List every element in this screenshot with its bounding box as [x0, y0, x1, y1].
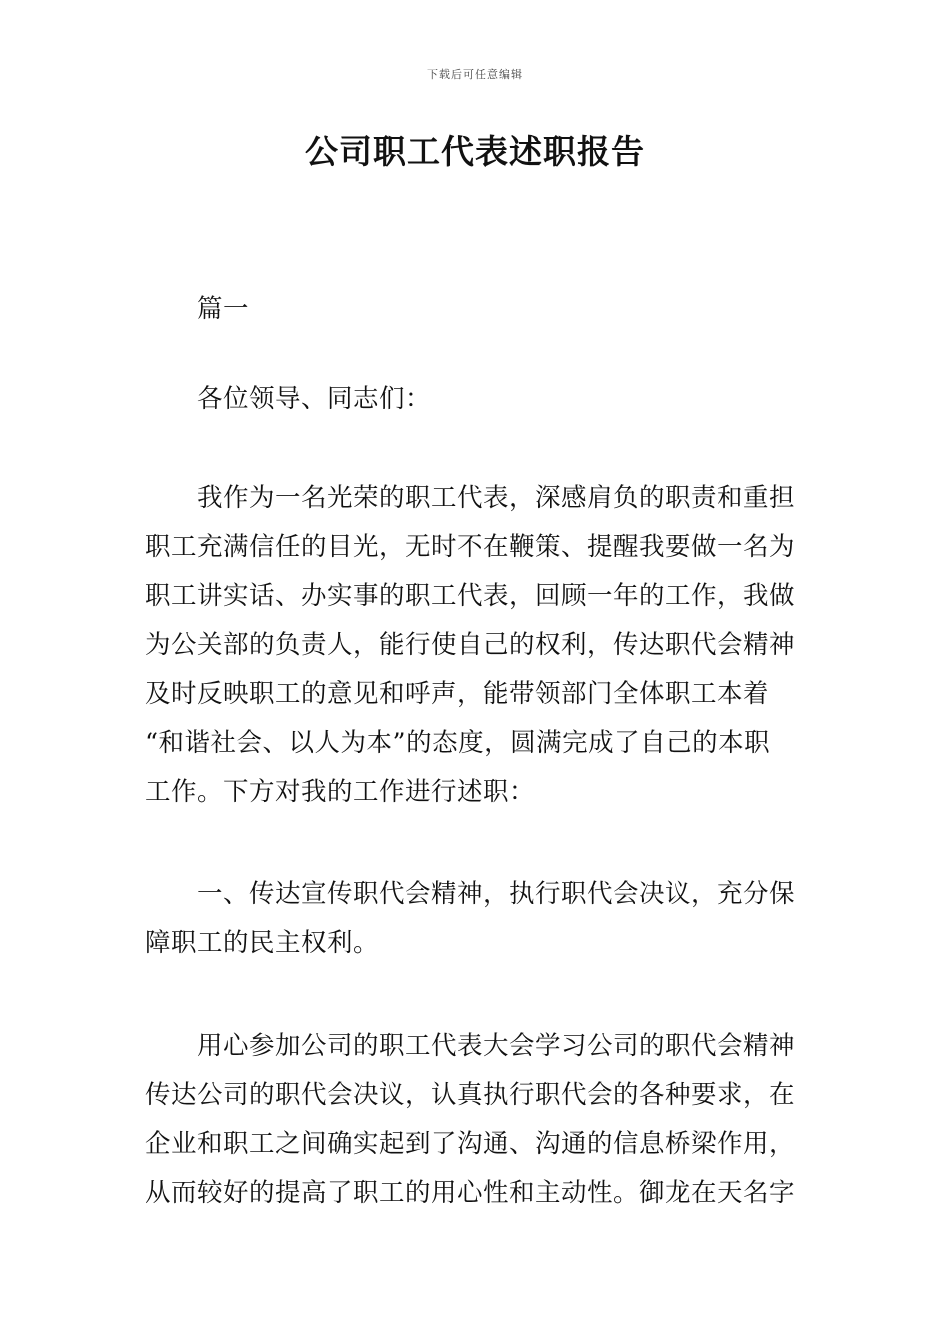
paragraph-line: 职工充满信任的目光，无时不在鞭策、提醒我要做一名为 — [145, 532, 796, 562]
section-label-block — [145, 285, 810, 334]
document-title: 公司职工代表述职报告 — [305, 132, 645, 171]
paragraph-line: 企业和职工之间确实起到了沟通、沟通的信息桥梁作用， — [145, 1129, 796, 1159]
salutation: 各位领导、同志们： — [197, 384, 432, 414]
paragraph-line: 工作。下方对我的工作进行述职： — [145, 777, 536, 807]
section-heading-1 — [145, 870, 810, 968]
paragraph-body — [145, 1022, 810, 1218]
salutation-block — [145, 375, 810, 424]
paragraph-line: 职工讲实话、办实事的职工代表，回顾一年的工作，我做 — [145, 581, 796, 611]
paragraph-line: 从而较好的提高了职工的用心性和主动性。御龙在天名字 — [145, 1178, 796, 1208]
paragraph-intro — [145, 474, 810, 817]
heading-line: 障职工的民主权利。 — [145, 928, 380, 958]
header-note: 下载后可任意编辑 — [427, 68, 523, 81]
paragraph-line: 我作为一名光荣的职工代表，深感肩负的职责和重担 — [197, 483, 796, 513]
section-label: 篇一 — [197, 294, 250, 324]
paragraph-line: 用心参加公司的职工代表大会学习公司的职代会精神 — [197, 1031, 796, 1061]
paragraph-line: 传达公司的职代会决议，认真执行职代会的各种要求，在 — [145, 1080, 796, 1110]
paragraph-line: “和谐社会、以人为本”的态度，圆满完成了自己的本职 — [145, 728, 771, 758]
paragraph-line: 为公关部的负责人，能行使自己的权利，传达职代会精神 — [145, 630, 796, 660]
heading-line: 一、传达宣传职代会精神，执行职代会决议，充分保 — [197, 879, 796, 909]
paragraph-line: 及时反映职工的意见和呼声，能带领部门全体职工本着 — [145, 679, 770, 709]
